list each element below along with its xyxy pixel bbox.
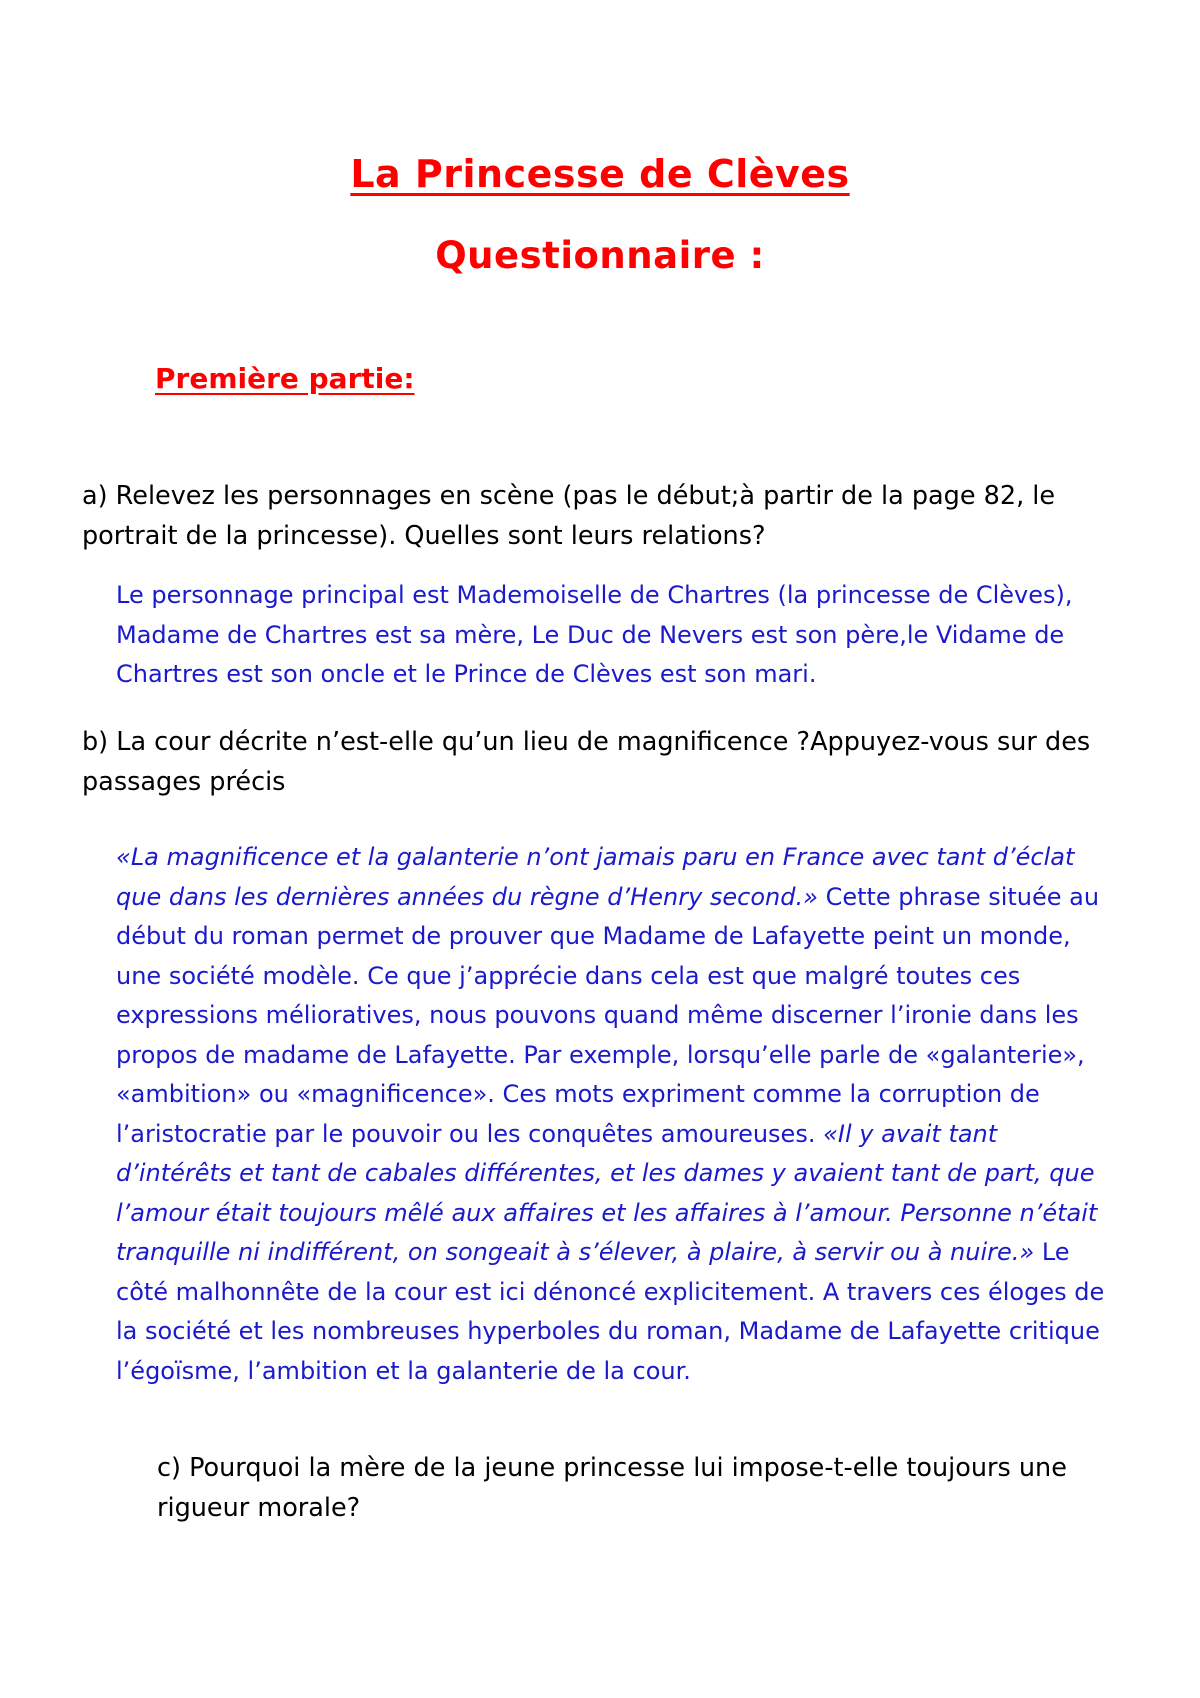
answer-b [116, 838, 1116, 1391]
answer-b-quote-1: «La magnificence et la galanterie n’ont jamais paru en France avec tant d’éclat que dans les dernières années du règne d’Henry second.» [116, 843, 1075, 911]
answer-a: Le personnage principal est Mademoiselle de Chartres (la princesse de Clèves), Madame de Chartres est sa mère, Le Duc de Nevers est son père,le Vidame de Chartres est son oncle et le Prince de Clèves est son mari. [116, 581, 1073, 688]
page-subtitle: Questionnaire : [435, 234, 765, 277]
question-a: a) Relevez les personnages en scène (pas le début;à partir de la page 82, le portrait de la princesse). Quelles sont leurs relations? [82, 481, 1056, 551]
question-c: c) Pourquoi la mère de la jeune princesse lui impose-t-elle toujours une rigueur morale? [157, 1453, 1067, 1523]
answer-b-text-1: Cette phrase située au début du roman permet de prouver que Madame de Lafayette peint un monde, une société modèle. Ce que j’apprécie dans cela est que malgré toutes ces expressions mélioratives, nous pouvons quand même discerner l’ironie dans les propos de madame de Lafayette. Par exemple, lorsqu’elle parle de «galanterie», «ambition» ou «magnificence». Ces mots expriment comme la corruption de l’aristocratie par le pouvoir ou les conquêtes amoureuses. [116, 882, 1100, 1148]
answer-b-quote-2: «Il y avait tant d’intérêts et tant de cabales différentes, et les dames y avaient tant de part, que l’amour était toujours mêlé aux affaires et les affaires à l’amour. Personne n’était tranquille ni indifférent, on songeait à s’élever, à plaire, à servir ou à nuire.» [116, 1119, 1098, 1266]
section-heading: Première partie: [155, 362, 415, 395]
page-title: La Princesse de Clèves [350, 152, 850, 196]
answer-b-text-2: Le côté malhonnête de la cour est ici dénoncé explicitement. A travers ces éloges de la société et les nombreuses hyperboles du roman, Madame de Lafayette critique l’égoïsme, l’ambition et la galanterie de la cour. [116, 1238, 1105, 1385]
question-b: b) La cour décrite n’est-elle qu’un lieu de magnificence ?Appuyez-vous sur des passages précis [82, 727, 1091, 797]
